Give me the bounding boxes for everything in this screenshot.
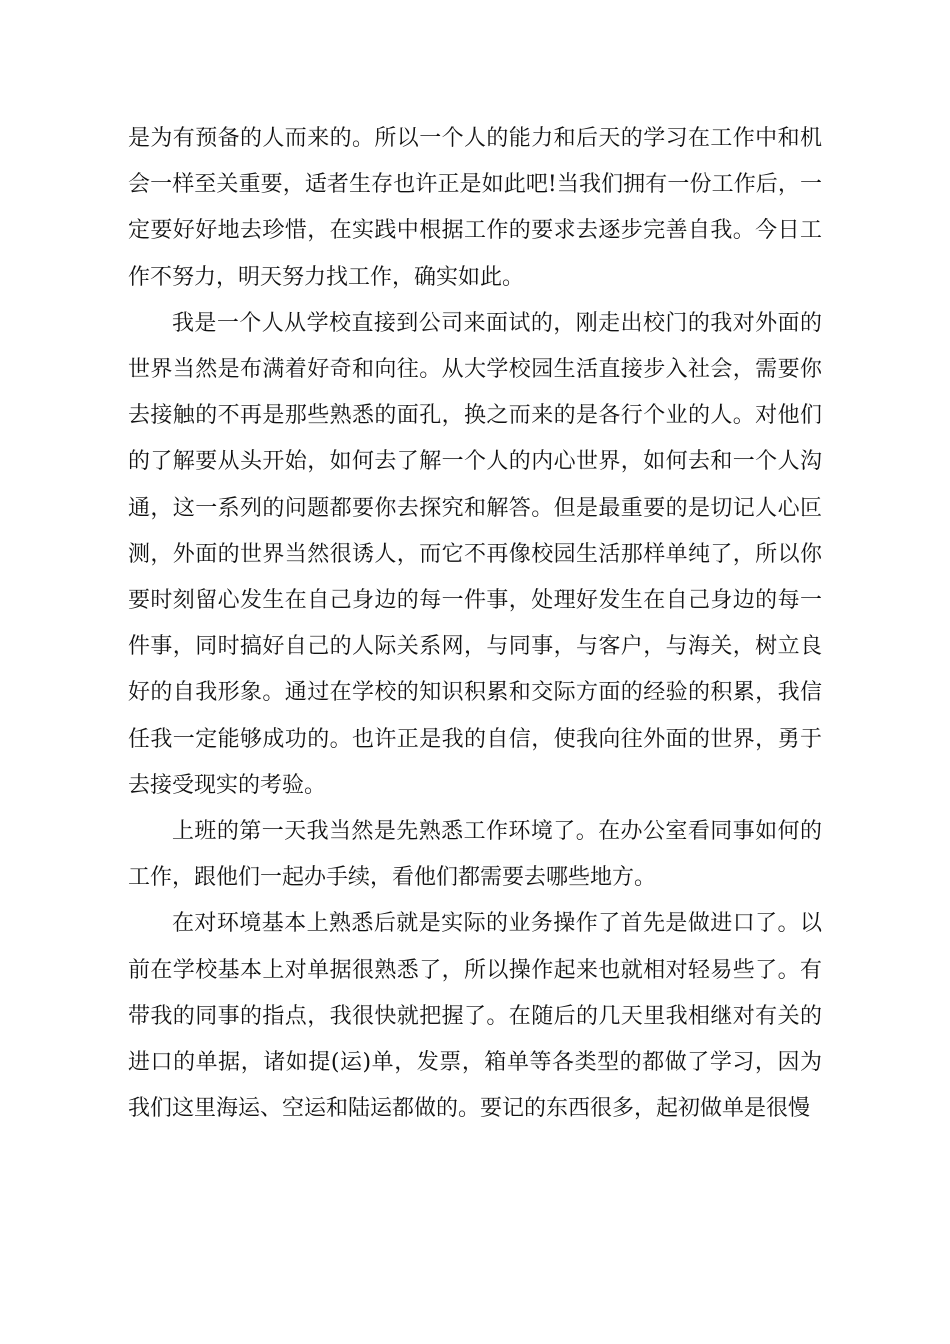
paragraph-3: 上班的第一天我当然是先熟悉工作环境了。在办公室看同事如何的工作，跟他们一起办手续，看他们都需要去哪些地方。 xyxy=(128,819,822,891)
paragraph-1: 是为有预备的人而来的。所以一个人的能力和后天的学习在工作中和机会一样至关重要，适者生存也许正是如此吧!当我们拥有一份工作后，一定要好好地去珍惜，在实践中根据工作的要求去逐步完善自我。今日工作不努力，明天努力找工作，确实如此。 xyxy=(128,126,822,290)
paragraph-4: 在对环境基本上熟悉后就是实际的业务操作了首先是做进口了。以前在学校基本上对单据很熟悉了，所以操作起来也就相对轻易些了。有带我的同事的指点，我很快就把握了。在随后的几天里我相继对有关的进口的单据，诸如提(运)单，发票，箱单等各类型的都做了学习，因为我们这里海运、空运和陆运都做的。要记的东西很多，起初做单是很慢 xyxy=(128,911,822,1122)
document-body xyxy=(128,116,822,1132)
paragraph-2: 我是一个人从学校直接到公司来面试的，刚走出校门的我对外面的世界当然是布满着好奇和向往。从大学校园生活直接步入社会，需要你去接触的不再是那些熟悉的面孔，换之而来的是各行个业的人。对他们的了解要从头开始，如何去了解一个人的内心世界，如何去和一个人沟通，这一系列的问题都要你去探究和解答。但是最重要的是切记人心叵测，外面的世界当然很诱人，而它不再像校园生活那样单纯了，所以你要时刻留心发生在自己身边的每一件事，处理好发生在自己身边的每一件事，同时搞好自己的人际关系网，与同事，与客户，与海关，树立良好的自我形象。通过在学校的知识积累和交际方面的经验的积累，我信任我一定能够成功的。也许正是我的自信，使我向往外面的世界，勇于去接受现实的考验。 xyxy=(128,310,822,798)
